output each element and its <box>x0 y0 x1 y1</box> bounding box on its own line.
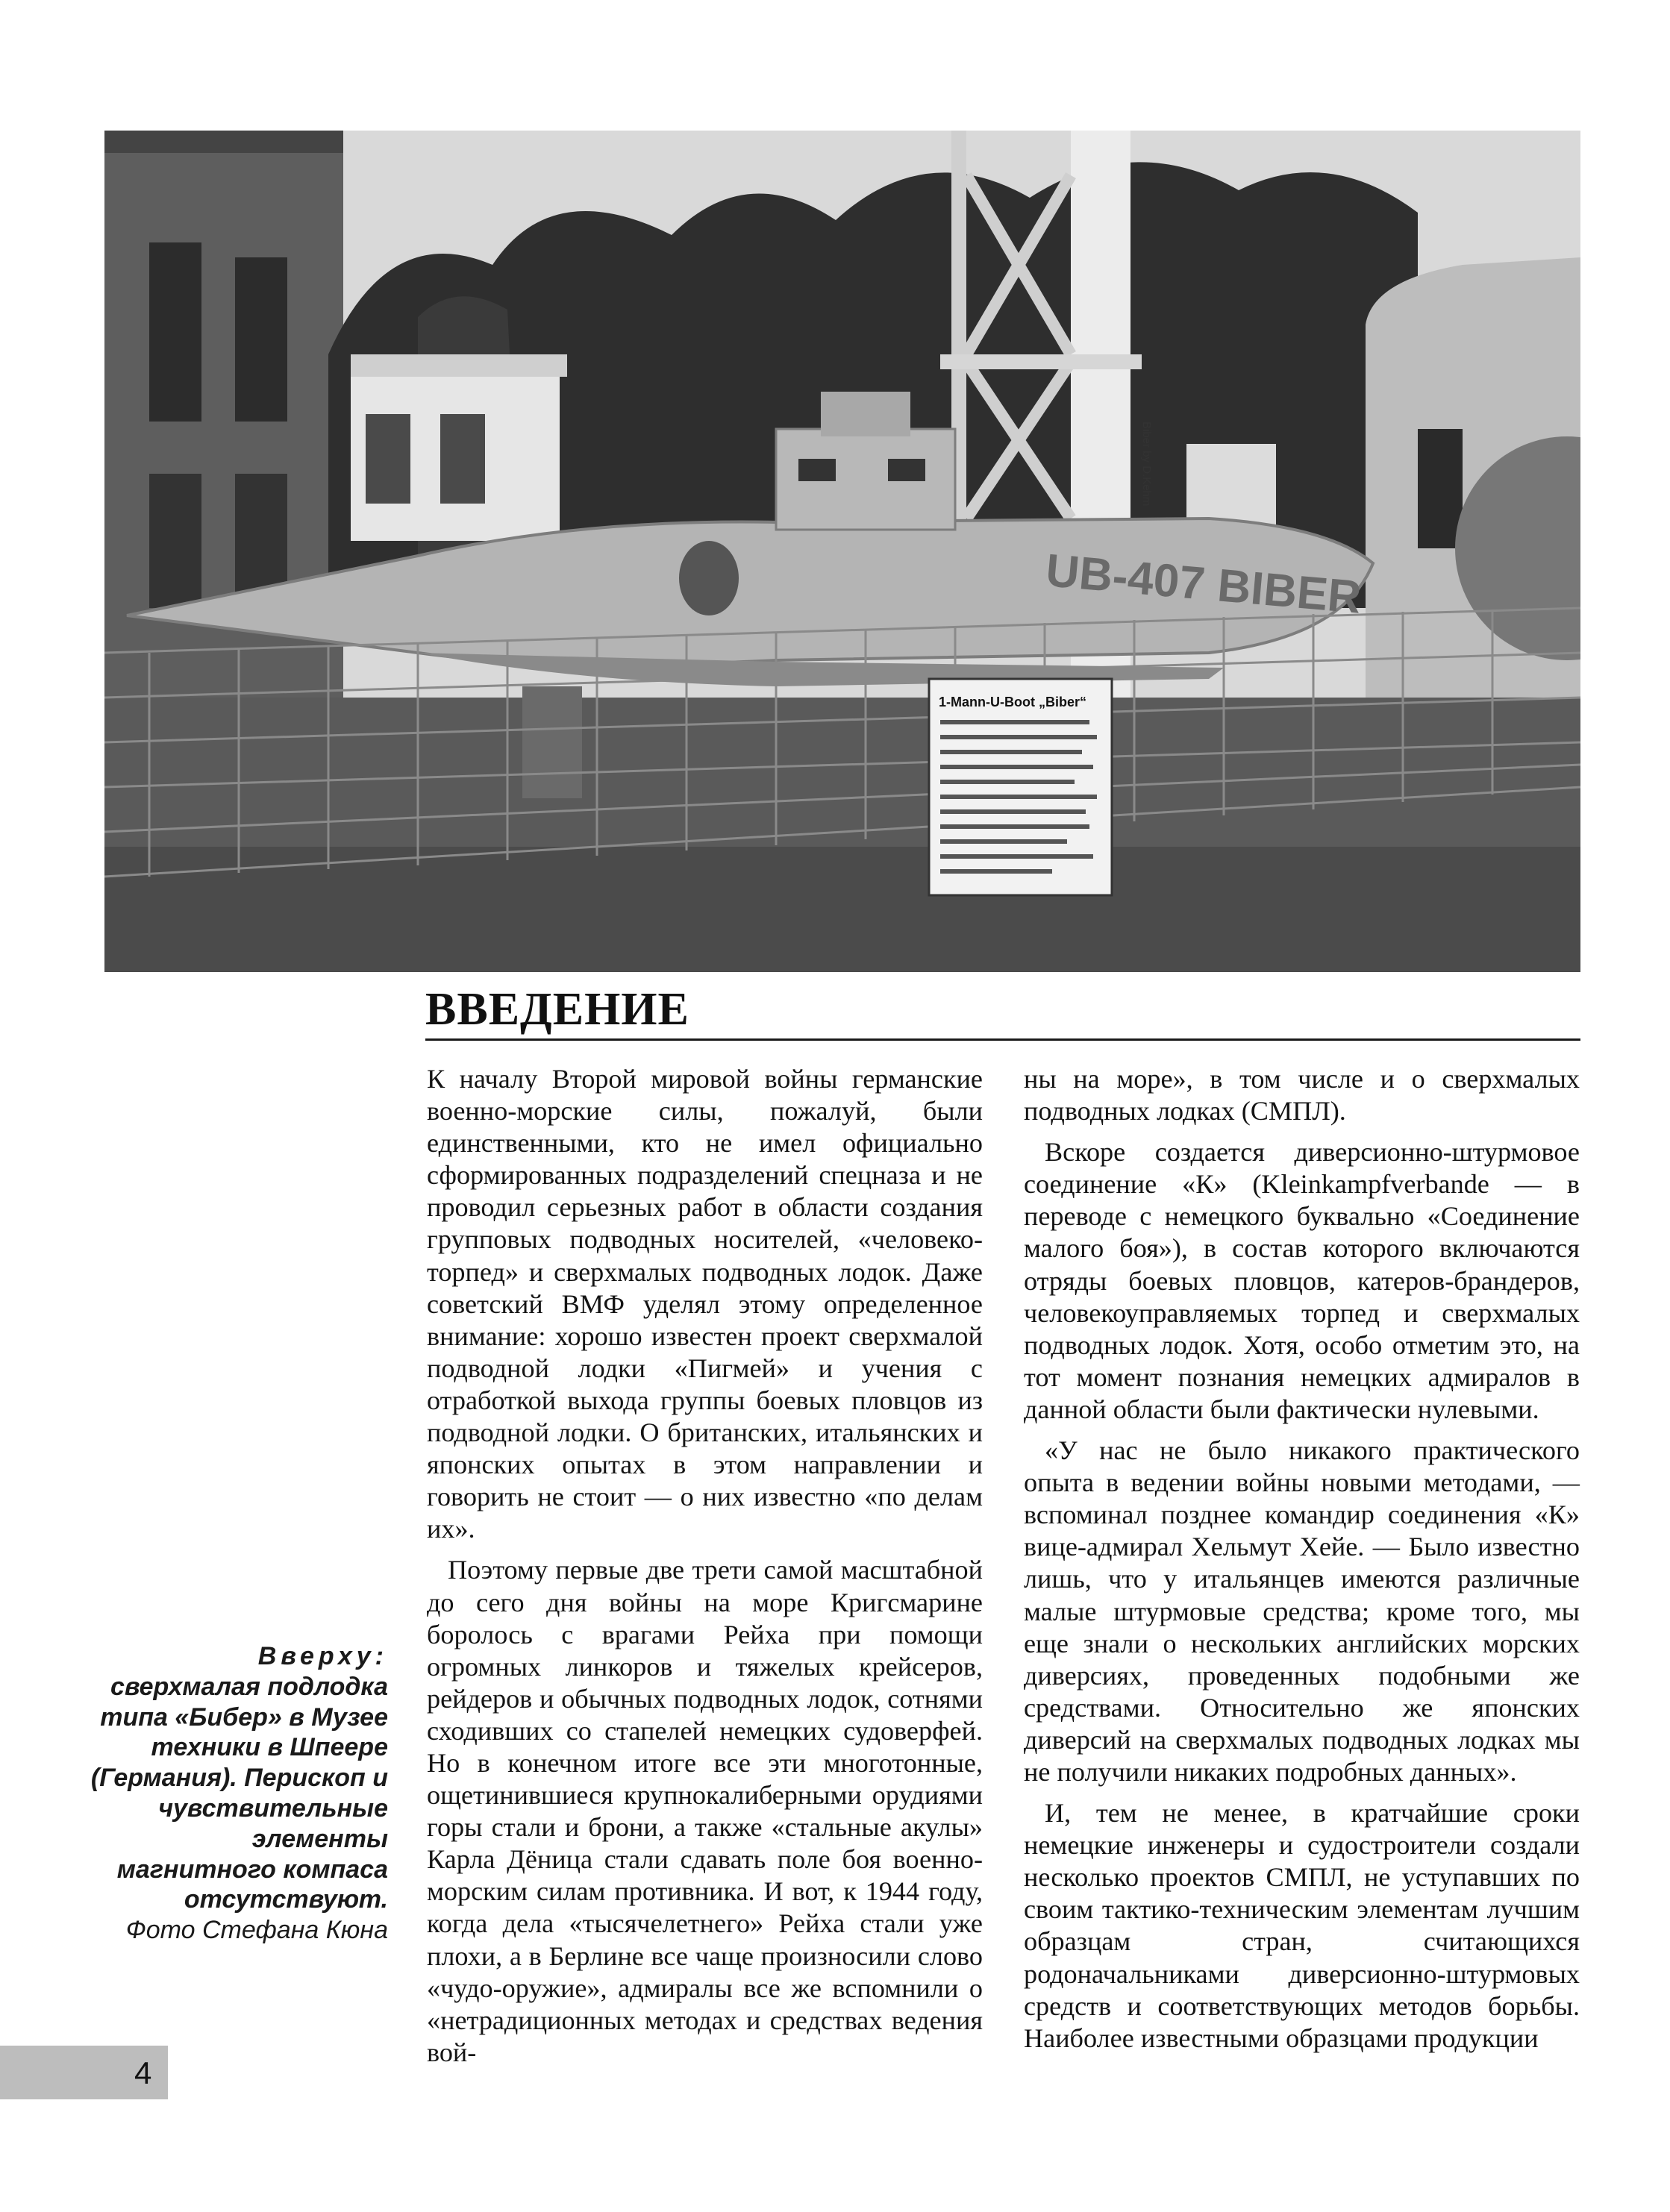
page-number: 4 <box>134 2055 152 2090</box>
paragraph: Поэтому первые две трети самой масштабной до сего дня войны на море Кригсмарине боролось с врагами Рейха при помощи огромных линкоров и тяжелых крейсеров, рейдеров и обычных подводных лодок, сотнями сходивших со стапелей немецких судоверфей. Но в конечном итоге все эти многотонные, ощетинившиеся крупнокалиберными орудиями горы стали и брони, а также «стальные акулы» Карла Дёница стали сдавать поле боя военно-морским силам противника. И вот, к 1944 году, когда дела «тысячелетнего» Рейха стали уже плохи, а в Берлине все чаще произносили слово «чудо-оружие», адмиралы все же вспомнили о «нетрадиционных методах и средствах ведения вой- <box>427 1555 983 2067</box>
caption-credit: Фото Стефана Кюна <box>125 1916 388 1945</box>
submarine-photo-illustration <box>104 131 1580 972</box>
placard-title: 1-Mann-U-Boot „Biber“ <box>939 695 1086 709</box>
caption-lead: Вверху: <box>257 1642 388 1670</box>
paragraph: ны на море», в том числе и о сверхмалых подводных лодках (СМПЛ). <box>1024 1064 1580 1127</box>
section-heading: ВВЕДЕНИЕ <box>425 984 689 1035</box>
paragraph: Вскоре создается диверсионно-штурмовое соединение «К» (Kleinkampfverbande — в переводе с немецкого буквально «Соединение малого боя»), в состав которого включаются отряды боевых пловцов, катеров-брандеров, человекоуправляемых торпед и сверхмалых подводных лодок. Хотя, особо отметим это, на тот момент познания немецких адмиралов в данной области были фактически нулевыми. <box>1024 1137 1580 1424</box>
photo-caption <box>90 1641 388 1946</box>
submarine-photo <box>104 131 1580 972</box>
paragraph: «У нас не было никакого практического опыта в ведении войны новыми методами, — вспоминал позднее командир соединения «К» вице-адмирал Хельмут Хейе. — Было известно лишь, что у итальянцев имеются различные малые штурмовые средства; кроме того, мы еще знали о нескольких английских морских диверсиях, проведенных подобными же средствами. Относительно же японских диверсий на сверхмалых подводных лодках мы не получили никаких подробных данных». <box>1024 1435 1580 1787</box>
info-placard <box>929 679 1112 895</box>
tower-label: Biber by D.Kehm <box>1140 422 1153 507</box>
paragraph: К началу Второй мировой войны германские военно-морские силы, пожалуй, были единственными, кто не имел официально сформированных подразделений спецназа и не проводил серьезных работ в области создания групповых подводных носителей, «человеко-торпед» и сверхмалых подводных лодок. Даже советский ВМФ уделял этому определенное внимание: хорошо известен проект сверхмалой подводной лодки «Пигмей» и учения с отработкой выхода группы боевых пловцов из подводной лодки. О британских, итальянских и японских опытах в этом направлении и говорить не стоит — о них известно «по делам их». <box>427 1064 983 1544</box>
caption-body: сверхмалая подлодка типа «Бибер» в Музее техники в Шпеере (Германия). Перископ и чувствительные элементы магнитного компаса отсутствуют. <box>90 1672 388 1914</box>
text-column-1 <box>427 1063 983 2069</box>
hull-label: UB-407 BIBER <box>1043 545 1363 624</box>
heading-rule <box>425 1038 1580 1041</box>
paragraph: И, тем не менее, в кратчайшие сроки немецкие инженеры и судостроители создали несколько проектов СМПЛ, не уступавших по своим тактико-техническим элементам лучшим образцам стран, считающихся родоначальниками диверсионно-штурмовых средств и соответствующих методов борьбы. Наиболее известными образцами продукции <box>1024 1798 1580 2053</box>
text-column-2 <box>1024 1063 1580 2055</box>
